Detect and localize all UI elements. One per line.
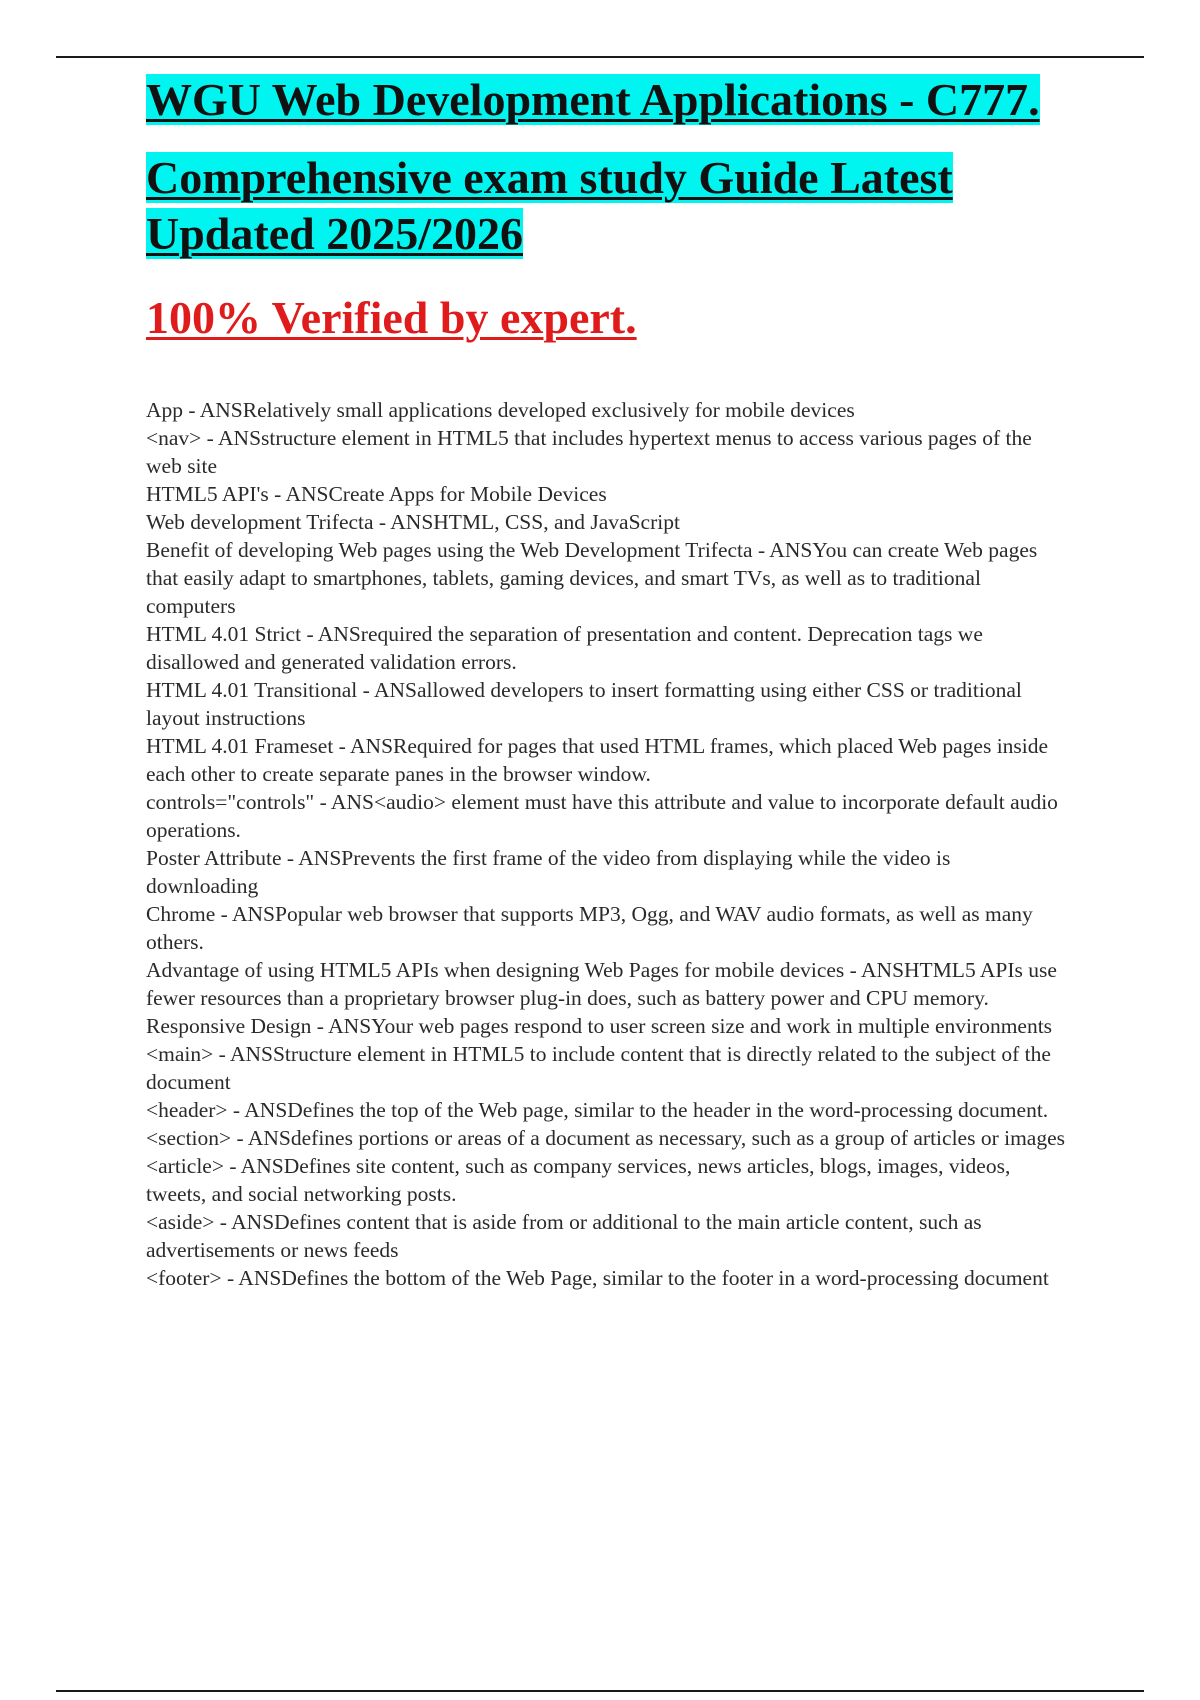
title-highlight: WGU Web Development Applications - C777. bbox=[146, 74, 1040, 125]
study-entry: Poster Attribute - ANSPrevents the first frame of the video from displaying while the video is downloading bbox=[146, 846, 951, 898]
study-entry: Advantage of using HTML5 APIs when designing Web Pages for mobile devices - ANSHTML5 APIs use fewer resources than a proprietary browser plug-in does, such as battery power and CPU memory. bbox=[146, 958, 1057, 1010]
study-entry: <main> - ANSStructure element in HTML5 to include content that is directly related to the subject of the document bbox=[146, 1042, 1051, 1094]
document-body bbox=[146, 72, 1066, 1292]
study-entry: Benefit of developing Web pages using the Web Development Trifecta - ANSYou can create Web pages that easily adapt to smartphones, tablets, gaming devices, and smart TVs, as well as to traditional computers bbox=[146, 538, 1038, 618]
study-entry: Web development Trifecta - ANSHTML, CSS, and JavaScript bbox=[146, 510, 680, 534]
document-subtitle bbox=[146, 150, 1066, 262]
study-entry: <header> - ANSDefines the top of the Web page, similar to the header in the word-processing document. bbox=[146, 1098, 1049, 1122]
study-entries-list bbox=[146, 396, 1066, 1292]
study-entry: HTML5 API's - ANSCreate Apps for Mobile Devices bbox=[146, 482, 607, 506]
top-divider bbox=[56, 56, 1144, 58]
study-entry: <section> - ANSdefines portions or areas of a document as necessary, such as a group of articles or images bbox=[146, 1126, 1066, 1150]
study-entry: controls="controls" - ANS<audio> element must have this attribute and value to incorporate default audio operations. bbox=[146, 790, 1058, 842]
study-entry: HTML 4.01 Transitional - ANSallowed developers to insert formatting using either CSS or traditional layout instructions bbox=[146, 678, 1022, 730]
study-entry: <footer> - ANSDefines the bottom of the Web Page, similar to the footer in a word-processing document bbox=[146, 1266, 1049, 1290]
study-entry: <article> - ANSDefines site content, such as company services, news articles, blogs, images, videos, tweets, and social networking posts. bbox=[146, 1154, 1011, 1206]
study-entry: HTML 4.01 Strict - ANSrequired the separation of presentation and content. Deprecation tags we disallowed and generated validation errors. bbox=[146, 622, 983, 674]
verified-banner: 100% Verified by expert. bbox=[146, 292, 637, 343]
study-entry: Chrome - ANSPopular web browser that supports MP3, Ogg, and WAV audio formats, as well as many others. bbox=[146, 902, 1033, 954]
study-entry: HTML 4.01 Frameset - ANSRequired for pages that used HTML frames, which placed Web pages inside each other to create separate panes in the browser window. bbox=[146, 734, 1049, 786]
study-entry: <nav> - ANSstructure element in HTML5 that includes hypertext menus to access various pages of the web site bbox=[146, 426, 1032, 478]
bottom-divider bbox=[56, 1690, 1144, 1692]
study-entry: <aside> - ANSDefines content that is aside from or additional to the main article content, such as advertisements or news feeds bbox=[146, 1210, 982, 1262]
document-title bbox=[146, 72, 1066, 128]
study-entry: App - ANSRelatively small applications developed exclusively for mobile devices bbox=[146, 398, 855, 422]
subtitle-highlight: Comprehensive exam study Guide Latest Updated 2025/2026 bbox=[146, 152, 953, 259]
study-entry: Responsive Design - ANSYour web pages respond to user screen size and work in multiple environments bbox=[146, 1014, 1053, 1038]
